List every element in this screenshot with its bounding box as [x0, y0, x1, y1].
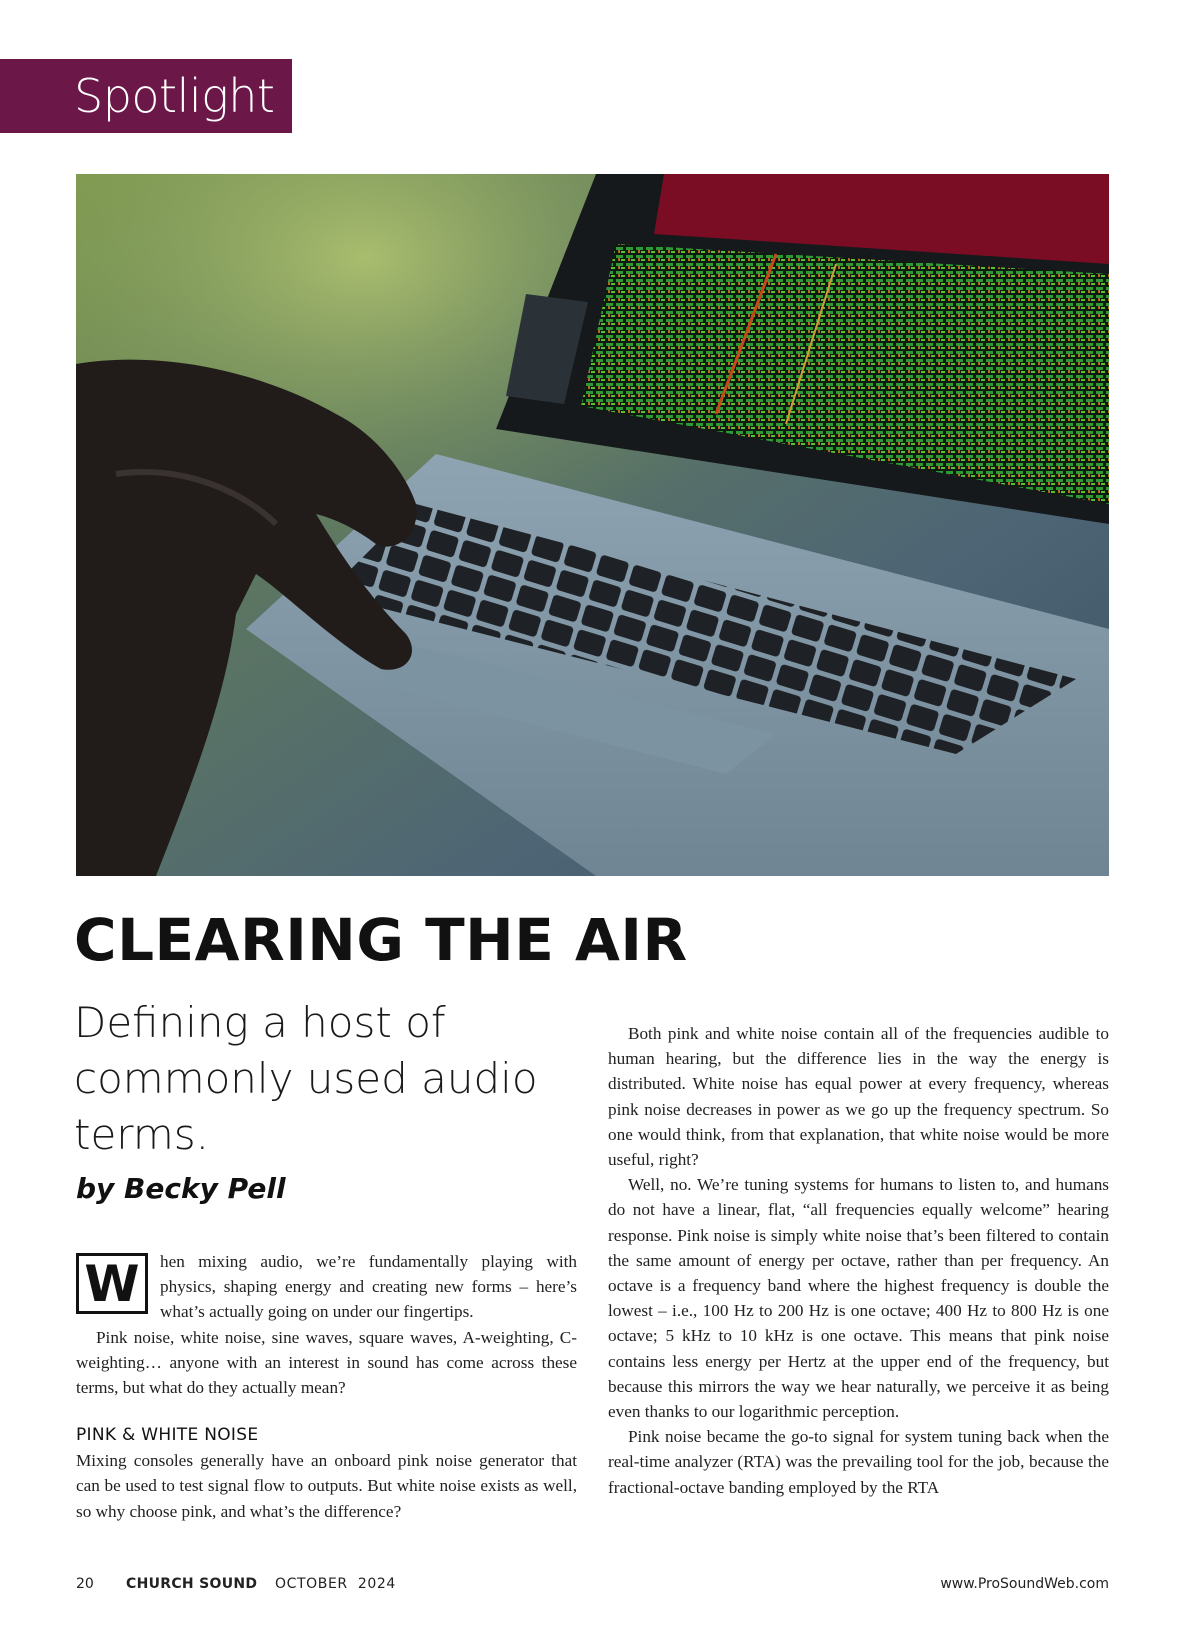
intro-text: hen mixing audio, we’re fundamentally playing with physics, shaping energy and creating new forms – here’s what’s actually going on under our fingertips.: [160, 1252, 577, 1322]
body-paragraph: Pink noise, white noise, sine waves, square waves, A-weighting, C-weighting… anyone with an interest in sound has come across these terms, but what do they actually mean?: [76, 1327, 577, 1398]
intro-paragraph: [76, 1249, 577, 1325]
section-subhead: PINK & WHITE NOISE: [76, 1425, 259, 1446]
article-headline: CLEARING THE AIR: [74, 906, 688, 974]
magazine-name: CHURCH SOUND: [126, 1576, 258, 1592]
body-paragraph: Mixing consoles generally have an onboard pink noise generator that can be used to test signal flow to outputs. But white noise exists as well, so why choose pink, and what’s the difference?: [76, 1451, 577, 1521]
page-footer: [76, 1576, 1109, 1596]
page-number: 20: [76, 1576, 94, 1592]
right-column: [608, 1021, 1109, 1500]
website-link[interactable]: www.ProSoundWeb.com: [940, 1576, 1109, 1592]
body-paragraph: Pink noise became the go-to signal for system tuning back when the real-time analyzer (RTA) was the prevailing tool for the job, because the fractional-octave banding employed by the RTA: [608, 1427, 1109, 1497]
article-byline: by Becky Pell: [76, 1172, 286, 1205]
body-paragraph: Well, no. We’re tuning systems for humans to listen to, and humans do not have a linear, flat, “all frequencies equally welcome” hearing response. Pink noise is simply white noise that’s been filtered to contain the same amount of energy per octave, rather than per frequency. An octave is a frequency band where the highest frequency is double the lowest – i.e., 100 Hz to 200 Hz is one octave; 400 Hz to 800 Hz is one octave; 5 kHz to 10 kHz is one octave. This means that pink noise contains less energy per Hertz at the upper end of the frequency, but because this mirrors the way we hear naturally, we perceive it as being even thanks to our logarithmic perception.: [608, 1175, 1109, 1422]
left-column: [76, 1249, 577, 1524]
section-tab: Spotlight: [0, 59, 292, 133]
hero-photo: [76, 174, 1109, 876]
article-deck: Defining a host of commonly used audio terms.: [74, 998, 538, 1159]
issue-date: OCTOBER 2024: [275, 1576, 396, 1592]
laptop-spectrogram-photo-icon: [76, 174, 1109, 876]
body-paragraph: Both pink and white noise contain all of the frequencies audible to human hearing, but the difference lies in the way the energy is distributed. White noise has equal power at every frequency, whereas pink noise decreases in power as we go up the frequency spectrum. So one would think, from that explanation, that white noise would be more useful, right?: [608, 1024, 1109, 1170]
drop-cap: W: [76, 1253, 148, 1314]
